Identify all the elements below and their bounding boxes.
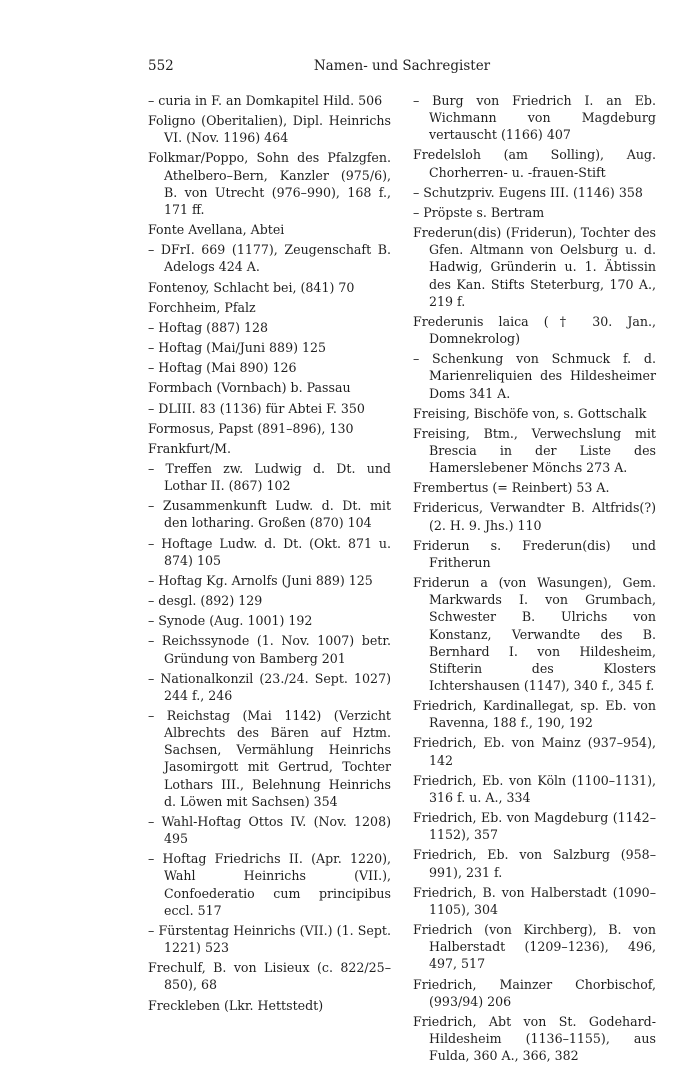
page-header: [148, 58, 656, 78]
index-subentry: – Hoftage Ludw. d. Dt. (Okt. 871 u. 874) 105: [148, 535, 391, 568]
index-entry: Formosus, Papst (891–896), 130: [148, 420, 354, 436]
index-entry: Friedrich, Eb. von Magdeburg (1142–1152), 357: [413, 810, 656, 843]
index-subentry: – DFrI. 669 (1177), Zeugenschaft B. Adelogs 424 A.: [148, 242, 391, 275]
running-title: Namen- und Sachregister: [313, 58, 491, 74]
index-entry: Friderun a (von Wasungen), Gem. Markwards I. von Grumbach, Schwester B. Ulrichs von Konstanz, Verwandte des B. Bernhard I. von Hildesheim, Stifterin des Klosters Ichtershausen (1147), 340 f., 345 f.: [413, 575, 656, 693]
index-entry: Foligno (Oberitalien), Dipl. Heinrichs VI. (Nov. 1196) 464: [148, 113, 391, 146]
index-entry: Frederun(dis) (Friderun), Tochter des Gfen. Altmann von Oelsburg u. d. Hadwig, Gründerin u. 1. Äbtissin des Kan. Stifts Steterburg, 170 A., 219 f.: [413, 225, 656, 309]
index-subentry: – Hoftag (Mai/Juni 889) 125: [148, 340, 327, 356]
index-entry: Frechulf, B. von Lisieux (c. 822/25–850), 68: [148, 960, 391, 993]
index-entry: Freising, Btm., Verwechslung mit Brescia in der Liste des Hamerslebener Mönchs 273 A.: [413, 425, 656, 476]
index-subentry: – Reichstag (Mai 1142) (Verzicht Albrechts des Bären auf Hztm. Sachsen, Vermählung Heinrichs Jasomirgott mit Gertrud, Tochter Lothars III., Belehnung Heinrichs d. Löwen mit Sachsen) 354: [148, 708, 391, 809]
index-entry: Forchheim, Pfalz: [148, 299, 256, 315]
index-subentry: – Fürstentag Heinrichs (VII.) (1. Sept. 1221) 523: [148, 922, 391, 956]
index-entry: Friedrich, Eb. von Salzburg (958–991), 231 f.: [413, 847, 656, 880]
index-entry: Freckleben (Lkr. Hettstedt): [148, 997, 324, 1013]
index-subentry: – Wahl-Hoftag Ottos IV. (Nov. 1208) 495: [148, 813, 391, 847]
index-subentry: – curia in F. an Domkapitel Hild. 506: [148, 93, 383, 108]
index-subentry: – Hoftag (887) 128: [148, 319, 269, 335]
index-entry: Folkmar/Poppo, Sohn des Pfalzgfen. Athelbero–Bern, Kanzler (975/6), B. von Utrecht (976–990), 168 f., 171 ff.: [148, 150, 391, 217]
index-entry: Friedrich, Eb. von Köln (1100–1131), 316 f. u. A., 334: [413, 772, 656, 805]
index-subentry: – Hoftag Kg. Arnolfs (Juni 889) 125: [148, 572, 373, 588]
index-column-left: [148, 92, 391, 1017]
index-entry: Fridericus, Verwandter B. Altfrids(?) (2. H. 9. Jhs.) 110: [413, 500, 656, 533]
index-column-right: [413, 92, 656, 1067]
index-entry: Fonte Avellana, Abtei: [148, 222, 285, 238]
index-entry: Friedrich, Eb. von Mainz (937–954), 142: [413, 735, 656, 768]
index-subentry: – Synode (Aug. 1001) 192: [148, 613, 313, 629]
index-entry: Fontenoy, Schlacht bei, (841) 70: [148, 279, 355, 295]
index-subentry: – Pröpste s. Bertram: [413, 204, 545, 220]
index-subentry: – Nationalkonzil (23./24. Sept. 1027) 244 f., 246: [148, 670, 391, 703]
page-number: 552: [148, 58, 174, 74]
index-entry: Friedrich (von Kirchberg), B. von Halberstadt (1209–1236), 496, 497, 517: [413, 922, 656, 972]
index-subentry: – Zusammenkunft Ludw. d. Dt. mit den lotharing. Großen (870) 104: [148, 498, 391, 531]
index-entry: Frankfurt/M.: [148, 440, 232, 456]
index-subentry: – desgl. (892) 129: [148, 593, 263, 609]
index-entry: Friedrich, Abt von St. Godehard-Hildesheim (1136–1155), aus Fulda, 360 A., 366, 382: [413, 1013, 656, 1064]
index-subentry: – DLIII. 83 (1136) für Abtei F. 350: [148, 400, 365, 416]
index-subentry: – Treffen zw. Ludwig d. Dt. und Lothar II. (867) 102: [148, 460, 391, 494]
index-entry: Fredelsloh (am Solling), Aug. Chorherren- u. -frauen-Stift: [413, 147, 656, 180]
index-subentry: – Reichssynode (1. Nov. 1007) betr. Gründung von Bamberg 201: [148, 633, 391, 666]
index-entry: Freising, Bischöfe von, s. Gottschalk: [413, 405, 647, 421]
index-entry: Friedrich, Mainzer Chorbischof, (993/94) 206: [413, 976, 656, 1009]
index-entry: Friderun s. Frederun(dis) und Fritherun: [413, 537, 656, 570]
index-subentry: – Burg von Friedrich I. an Eb. Wichmann von Magdeburg vertauscht (1166) 407: [413, 93, 656, 143]
index-subentry: – Schutzpriv. Eugens III. (1146) 358: [413, 184, 643, 200]
index-entry: Frederunis laica († 30. Jan., Domnekrolog): [413, 313, 656, 347]
index-subentry: – Hoftag Friedrichs II. (Apr. 1220), Wahl Heinrichs (VII.), Confoederatio cum principibus eccl. 517: [148, 851, 391, 918]
index-entry: Formbach (Vornbach) b. Passau: [148, 380, 351, 396]
index-subentry: – Schenkung von Schmuck f. d. Marienreliquien des Hildesheimer Doms 341 A.: [413, 351, 656, 401]
index-entry: Friedrich, Kardinallegat, sp. Eb. von Ravenna, 188 f., 190, 192: [413, 698, 656, 731]
index-entry: Frembertus (= Reinbert) 53 A.: [413, 480, 610, 496]
index-entry: Friedrich, B. von Halberstadt (1090–1105), 304: [413, 884, 656, 917]
index-subentry: – Hoftag (Mai 890) 126: [148, 360, 297, 376]
